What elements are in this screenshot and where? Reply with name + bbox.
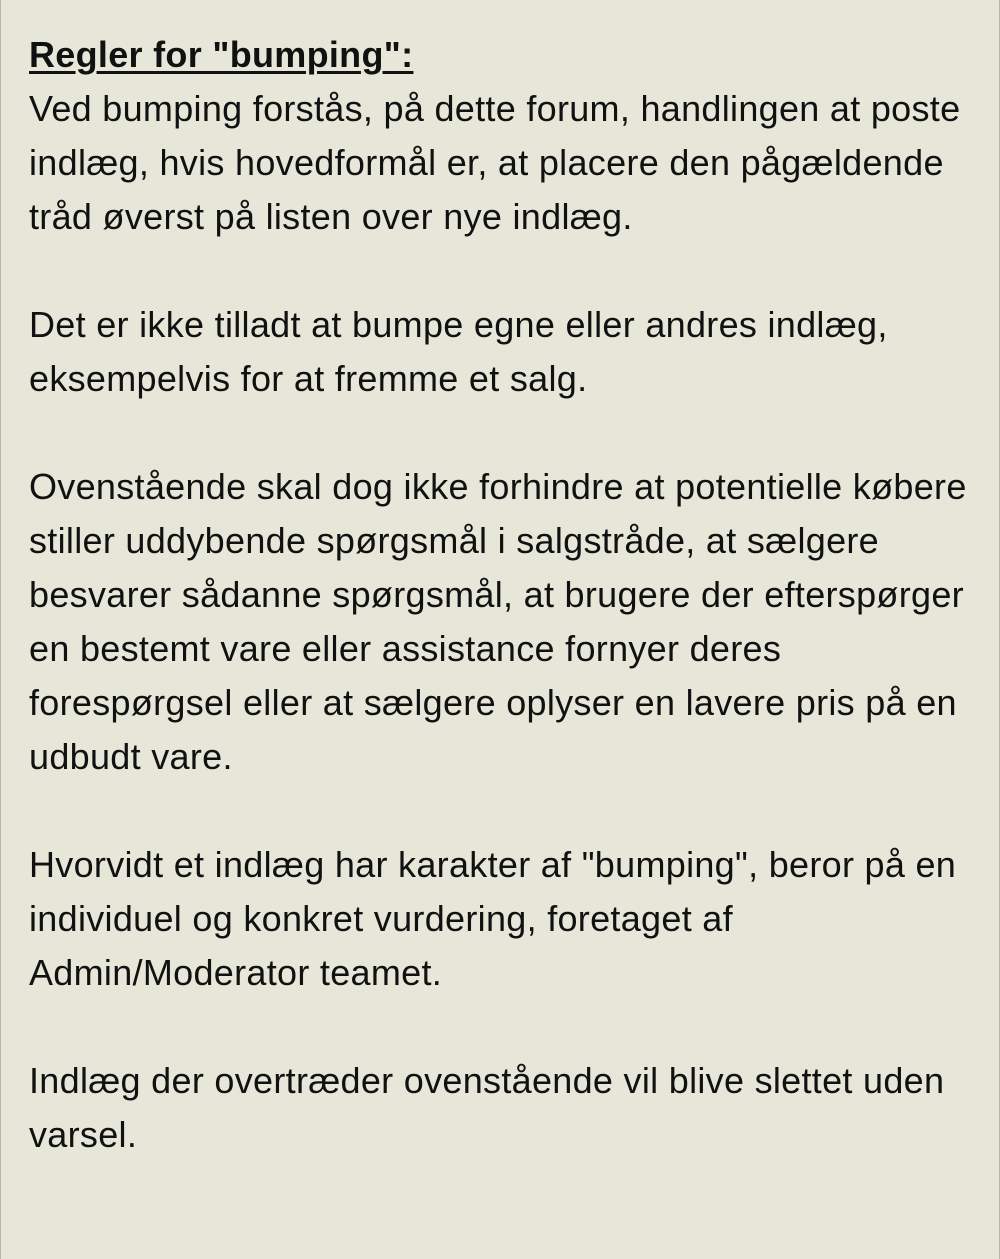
paragraph-spacer: [29, 406, 979, 460]
paragraph-spacer: [29, 244, 979, 298]
rule-paragraph-consequence: Indlæg der overtræder ovenstående vil blive slettet uden varsel.: [29, 1060, 945, 1155]
rules-title: Regler for "bumping":: [29, 34, 414, 75]
paragraph-spacer: [29, 1000, 979, 1054]
rule-paragraph-exceptions: Ovenstående skal dog ikke forhindre at potentielle købere stiller uddybende spørgsmål i salgstråde, at sælgere besvarer sådanne spørgsmål, at brugere der efterspørger en bestemt vare eller assistance fornyer deres forespørgsel eller at sælgere oplyser en lavere pris på en udbudt vare.: [29, 466, 967, 777]
rule-paragraph-assessment: Hvorvidt et indlæg har karakter af "bumping", beror på en individuel og konkret vurdering, foretaget af Admin/Moderator teamet.: [29, 844, 957, 993]
rule-paragraph-prohibition: Det er ikke tilladt at bumpe egne eller andres indlæg, eksempelvis for at fremme et salg.: [29, 304, 888, 399]
rule-paragraph-definition: Ved bumping forstås, på dette forum, handlingen at poste indlæg, hvis hovedformål er, at placere den pågældende tråd øverst på listen over nye indlæg.: [29, 88, 961, 237]
paragraph-spacer: [29, 784, 979, 838]
